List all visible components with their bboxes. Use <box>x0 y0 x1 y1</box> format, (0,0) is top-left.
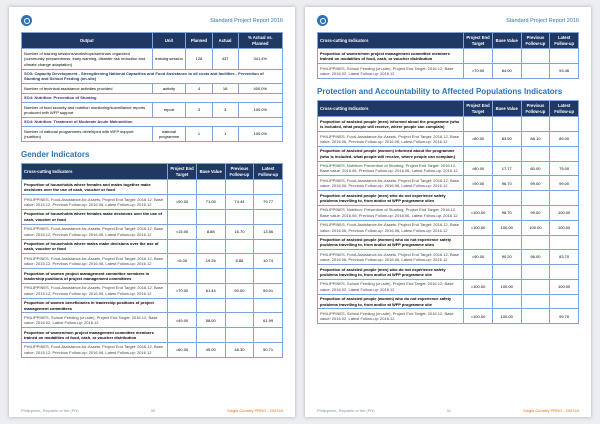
indicator-detail-cell: PHILIPPINES, Food-Assistance-for-Assets, Project End Target: 2016.12, Base value: 2015.12, Previous Follow-up: 2016.06, Latest Follow-up: 2016.12 <box>22 342 168 357</box>
previous-followup-cell: 74.44 <box>225 195 254 210</box>
column-header: Latest Follow-up <box>254 164 283 180</box>
previous-followup-cell: 96.00 <box>521 250 550 265</box>
previous-followup-cell <box>521 279 550 294</box>
previous-followup-cell <box>225 313 254 328</box>
table-row <box>22 342 283 357</box>
previous-followup-cell <box>521 309 550 324</box>
section-row-label: SO4: Nutrition: Prevention of Stunting <box>22 93 283 102</box>
planned-cell: 128 <box>186 49 212 69</box>
unit-cell: national programme <box>152 127 186 142</box>
indicator-detail-cell: PHILIPPINES, Food-Assistance-for-Assets, Project End Target: 2016.12, Base value: 2016.06, Previous Follow-up: 2016.06, Latest Follow-up: 2016.12 <box>318 132 464 147</box>
table-row <box>22 269 283 284</box>
latest-followup-cell: 100.00 <box>550 220 579 235</box>
empty-value-cell <box>464 117 493 132</box>
indicator-name-cell: Proportion of households where females and males together make decisions over the use of cash, voucher or food <box>22 180 168 195</box>
latest-followup-cell: 99.70 <box>550 309 579 324</box>
indicator-name-cell: Proportion of households where males make decisions over the use of cash, voucher or food <box>22 239 168 254</box>
empty-value-cell <box>196 298 225 313</box>
planned-cell: 1 <box>186 127 212 142</box>
indicator-detail-cell: PHILIPPINES, Food-Assistance-for-Assets, Project End Target: 2016.12, Base value: 2016.06, Previous Follow-up: 2016.06, Latest Follow-up: 2016.12 <box>318 250 464 265</box>
latest-followup-cell: 83.70 <box>550 250 579 265</box>
empty-value-cell <box>492 117 521 132</box>
report-page-left <box>9 7 295 417</box>
target-cell: =90.00 <box>168 195 197 210</box>
output-cell: Number of national programmes developed with WFP support (nutrition) <box>22 127 153 142</box>
table-row <box>22 117 283 126</box>
empty-value-cell <box>225 209 254 224</box>
unit-cell: activity <box>152 84 186 93</box>
protection-indicators-heading: Protection and Accountability to Affected Populations Indicators <box>317 86 563 96</box>
empty-value-cell <box>550 294 579 309</box>
table-row <box>22 69 283 84</box>
indicator-name-cell: Proportion of assisted people (men) informed about the programme (who is included, what people will receive, where people can complain) <box>318 117 464 132</box>
empty-value-cell <box>196 269 225 284</box>
actual-cell: 16 <box>212 84 238 93</box>
page-footer <box>317 408 579 413</box>
actual-cell: 437 <box>212 49 238 69</box>
table-row <box>22 283 283 298</box>
empty-value-cell <box>464 146 493 161</box>
output-cell: Number of food security and nutrition monitoring/surveillance reports produced with WFP support <box>22 103 153 118</box>
empty-value-cell <box>521 117 550 132</box>
empty-value-cell <box>521 294 550 309</box>
latest-followup-cell: 100.00 <box>550 279 579 294</box>
table-row <box>318 309 579 324</box>
target-cell: =90.00 <box>464 176 493 191</box>
target-cell: =80.00 <box>464 132 493 147</box>
footer-project: Single Country PRRO - 200743 <box>523 408 579 413</box>
target-cell: =100.00 <box>464 220 493 235</box>
empty-value-cell <box>550 146 579 161</box>
page-header <box>21 15 283 26</box>
base-value-cell: 58.00 <box>196 313 225 328</box>
latest-followup-cell: 50.71 <box>254 342 283 357</box>
indicator-name-cell: Proportion of assisted people (women) who do not experience safety problems travelling to, from and/or at WFP programme site <box>318 294 464 309</box>
column-header: Cross-cutting Indicators <box>318 33 464 49</box>
table-row <box>22 84 283 93</box>
indicator-detail-cell: PHILIPPINES, Food-Assistance-for-Assets, Project End Target: 2016.12, Base value: 2015.12, Previous Follow-up: 2016.06, Latest Follow-up: 2016.12 <box>22 283 168 298</box>
empty-value-cell <box>168 328 197 343</box>
empty-value-cell <box>225 239 254 254</box>
latest-followup-cell: 93.46 <box>550 64 579 79</box>
latest-followup-cell: 10.74 <box>254 254 283 269</box>
unit-cell: training session <box>152 49 186 69</box>
target-cell: =100.00 <box>464 205 493 220</box>
base-value-cell: 45.00 <box>196 342 225 357</box>
table-row <box>318 279 579 294</box>
header-row <box>22 33 283 49</box>
header-row <box>318 100 579 116</box>
target-cell: =15.00 <box>168 224 197 239</box>
column-header: Cross-cutting Indicators <box>22 164 168 180</box>
target-cell: =60.00 <box>168 342 197 357</box>
empty-value-cell <box>521 49 550 64</box>
report-page-right <box>305 7 591 417</box>
output-cell: Number of technical assistance activities provided <box>22 84 153 93</box>
table-row <box>22 313 283 328</box>
table-row <box>22 127 283 142</box>
empty-value-cell <box>168 298 197 313</box>
base-value-cell: 71.05 <box>196 195 225 210</box>
table-row <box>318 49 579 64</box>
indicator-name-cell: Proportion of assisted people (women) who do not experience safety problems travelling to, from and/or at WFP programme sites <box>318 235 464 250</box>
indicator-detail-cell: PHILIPPINES, Food-Assistance-for-Assets, Project End Target: 2016.12, Base value: 2015.12, Previous Follow-up: 2016.06, Latest Follow-up: 2016.12 <box>22 254 168 269</box>
report-title: Standard Project Report 2016 <box>210 17 283 24</box>
latest-followup-cell: 100.00 <box>550 205 579 220</box>
table-row <box>318 294 579 309</box>
empty-value-cell <box>254 328 283 343</box>
empty-value-cell <box>225 269 254 284</box>
empty-value-cell <box>492 146 521 161</box>
previous-followup-cell: 80.00 <box>521 161 550 176</box>
base-value-cell: 98.70 <box>492 205 521 220</box>
table-row <box>318 250 579 265</box>
column-header: Project End Target <box>168 164 197 180</box>
previous-followup-cell: 16.70 <box>225 224 254 239</box>
indicator-name-cell: Proportion of assisted people (men) who do not experience safety problems travelling to, from and/or at WFP programme sites <box>318 191 464 206</box>
empty-value-cell <box>254 180 283 195</box>
empty-value-cell <box>168 239 197 254</box>
empty-value-cell <box>550 235 579 250</box>
column-header: Previous Follow-up <box>225 164 254 180</box>
empty-value-cell <box>168 180 197 195</box>
indicator-name-cell: Proportion of households where females make decisions over the use of cash, voucher or food <box>22 209 168 224</box>
column-header: Cross-cutting Indicators <box>318 100 464 116</box>
empty-value-cell <box>464 294 493 309</box>
empty-value-cell <box>464 49 493 64</box>
percent-cell: 100.0% <box>238 127 282 142</box>
table-row <box>318 161 579 176</box>
empty-value-cell <box>492 294 521 309</box>
latest-followup-cell: 79.77 <box>254 195 283 210</box>
base-value-cell: 100.00 <box>492 309 521 324</box>
previous-followup-cell: 99.00 <box>521 205 550 220</box>
target-cell: =100.00 <box>464 309 493 324</box>
empty-value-cell <box>225 328 254 343</box>
table-row <box>22 49 283 69</box>
empty-value-cell <box>492 49 521 64</box>
outputs-table <box>21 32 283 142</box>
section-row-label: SO3: Capacity Development - Strengthening National Capacities and Food Assistance to all costs and facilities - Prevention of Stunting and School Feeding (on-site) <box>22 69 283 84</box>
empty-value-cell <box>254 298 283 313</box>
empty-value-cell <box>464 265 493 280</box>
empty-value-cell <box>254 209 283 224</box>
page-header <box>317 15 579 26</box>
planned-cell: 3 <box>186 103 212 118</box>
empty-value-cell <box>168 269 197 284</box>
base-value-cell: 90.20 <box>492 250 521 265</box>
output-cell: Number of training sessions/workshops/seminars organized (community preparedness, early warning, disaster risk reduction and climate change adaptation) <box>22 49 153 69</box>
empty-value-cell <box>550 117 579 132</box>
indicator-detail-cell: PHILIPPINES, Food-Assistance-for-Assets, Project End Target: 2016.12, Base value: 2015.12, Previous Follow-up: 2016.06, Latest Follow-up: 2016.12 <box>22 224 168 239</box>
latest-followup-cell: 99.00 <box>550 176 579 191</box>
target-cell: =100.00 <box>464 279 493 294</box>
footer-project: Single Country PRRO - 200743 <box>227 408 283 413</box>
target-cell: =49.00 <box>168 313 197 328</box>
target-cell: =90.00 <box>464 250 493 265</box>
empty-value-cell <box>254 239 283 254</box>
table-row <box>318 176 579 191</box>
latest-followup-cell: 75.00 <box>550 161 579 176</box>
table-row <box>318 191 579 206</box>
table-row <box>318 205 579 220</box>
indicator-detail-cell: PHILIPPINES, Nutrition: Prevention of Stunting, Project End Target: 2016.12, Base value: 2016.06, Previous Follow-up: 2016.06, Latest Follow-up: 2016.12 <box>318 161 464 176</box>
empty-value-cell <box>168 209 197 224</box>
table-row <box>318 117 579 132</box>
table-row <box>22 224 283 239</box>
page-footer <box>21 408 283 413</box>
column-header: Previous Follow-up <box>521 33 550 49</box>
empty-value-cell <box>196 180 225 195</box>
indicator-detail-cell: PHILIPPINES, School Feeding (on-site), Project End Target: 2016.12, Base value: 2016.02, Latest Follow-up: 2016.12 <box>22 313 168 328</box>
table-row <box>22 209 283 224</box>
table-row <box>22 328 283 343</box>
footer-page-number: 31 <box>446 408 452 413</box>
empty-value-cell <box>225 180 254 195</box>
base-value-cell: 61.44 <box>196 283 225 298</box>
footer-page-number: 30 <box>150 408 156 413</box>
indicator-detail-cell: PHILIPPINES, Food-Assistance-for-Assets, Project End Target: 2016.12, Base value: 2015.12, Previous Follow-up: 2016.06, Latest Follow-up: 2016.12 <box>22 195 168 210</box>
indicator-name-cell: Proportion of assisted people (men) who do not experience safety problems travelling to, from and/or at WFP programme site <box>318 265 464 280</box>
empty-value-cell <box>492 191 521 206</box>
table-row <box>22 239 283 254</box>
previous-followup-cell: 99.00 <box>521 176 550 191</box>
empty-value-cell <box>521 265 550 280</box>
target-cell: =70.00 <box>168 283 197 298</box>
column-header: Unit <box>152 33 186 49</box>
gender-indicators-table <box>21 163 283 358</box>
previous-followup-cell: 8.86 <box>225 254 254 269</box>
base-value-cell: 19.26 <box>196 254 225 269</box>
empty-value-cell <box>521 146 550 161</box>
latest-followup-cell: 59.01 <box>254 283 283 298</box>
table-row <box>22 93 283 102</box>
latest-followup-cell: 89.00 <box>550 132 579 147</box>
empty-value-cell <box>492 235 521 250</box>
base-value-cell: 84.00 <box>492 64 521 79</box>
previous-followup-cell: 48.30 <box>225 342 254 357</box>
column-header: Planned <box>186 33 212 49</box>
indicator-name-cell: Proportion of assisted people (women) informed about the programme (who is included, what people will receive, where people can complain) <box>318 146 464 161</box>
empty-value-cell <box>254 269 283 284</box>
target-cell: =5.00 <box>168 254 197 269</box>
table-row <box>22 298 283 313</box>
percent-cell: 341.4% <box>238 49 282 69</box>
latest-followup-cell: 61.99 <box>254 313 283 328</box>
wfp-logo-icon <box>21 15 32 26</box>
column-header: Base Value <box>492 33 521 49</box>
table-row <box>318 132 579 147</box>
indicator-detail-cell: PHILIPPINES, Food-Assistance-for-Assets, Project End Target: 2016.12, Base value: 2016.06, Previous Follow-up: 2016.06, Latest Follow-up: 2016.12 <box>318 220 464 235</box>
table-row <box>318 235 579 250</box>
empty-value-cell <box>550 49 579 64</box>
report-title: Standard Project Report 2016 <box>506 17 579 24</box>
column-header: Actual <box>212 33 238 49</box>
table-row <box>318 146 579 161</box>
column-header: Project End Target <box>464 33 493 49</box>
table-row <box>318 64 579 79</box>
empty-value-cell <box>196 239 225 254</box>
percent-cell: 400.0% <box>238 84 282 93</box>
empty-value-cell <box>196 209 225 224</box>
column-header: Project End Target <box>464 100 493 116</box>
column-header: Previous Follow-up <box>521 100 550 116</box>
empty-value-cell <box>464 191 493 206</box>
latest-followup-cell: 13.56 <box>254 224 283 239</box>
planned-cell: 4 <box>186 84 212 93</box>
indicator-detail-cell: PHILIPPINES, Nutrition: Prevention of Stunting, Project End Target: 2016.12, Base value: 2016.06, Previous Follow-up: 2016.06, Latest Follow-up: 2016.12 <box>318 205 464 220</box>
crosscutting-carryover-table <box>317 32 579 79</box>
empty-value-cell <box>521 235 550 250</box>
column-header: Base Value <box>492 100 521 116</box>
indicator-name-cell: Proportion of women beneficiaries in leadership positions of project management committees <box>22 298 168 313</box>
footer-country: Philippines, Republic of the (PH) <box>317 408 375 413</box>
gender-indicators-heading: Gender Indicators <box>21 150 90 160</box>
footer-country: Philippines, Republic of the (PH) <box>21 408 79 413</box>
header-row <box>318 33 579 49</box>
indicator-name-cell: Proportion of women/men project management committee members trained on modalities of food, cash, or voucher distribution <box>22 328 168 343</box>
base-value-cell: 100.00 <box>492 279 521 294</box>
column-header: % Actual vs. Planned <box>238 33 282 49</box>
previous-followup-cell: 50.00 <box>225 283 254 298</box>
base-value-cell: 17.77 <box>492 161 521 176</box>
protection-indicators-table <box>317 100 579 324</box>
empty-value-cell <box>550 265 579 280</box>
target-cell: =70.00 <box>464 64 493 79</box>
empty-value-cell <box>464 235 493 250</box>
section-row-label: SO4: Nutrition: Treatment of Moderate Acute Malnutrition <box>22 117 283 126</box>
header-row <box>22 164 283 180</box>
table-row <box>22 254 283 269</box>
empty-value-cell <box>225 298 254 313</box>
previous-followup-cell: 100.00 <box>521 220 550 235</box>
empty-value-cell <box>550 191 579 206</box>
table-row <box>22 103 283 118</box>
table-row <box>22 180 283 195</box>
percent-cell: 100.0% <box>238 103 282 118</box>
column-header: Latest Follow-up <box>550 33 579 49</box>
indicator-detail-cell: PHILIPPINES, School Feeding (on-site), Project End Target: 2016.12, Base value: 2016.02, Latest Follow-up: 2016.12 <box>318 64 464 79</box>
base-value-cell: 96.70 <box>492 176 521 191</box>
empty-value-cell <box>521 191 550 206</box>
base-value-cell: 8.88 <box>196 224 225 239</box>
base-value-cell: 100.00 <box>492 220 521 235</box>
wfp-logo-icon <box>317 15 328 26</box>
unit-cell: report <box>152 103 186 118</box>
indicator-name-cell: Proportion of women/men project management committee members trained on modalities of food, cash, or voucher distribution <box>318 49 464 64</box>
target-cell: =80.00 <box>464 161 493 176</box>
previous-followup-cell <box>521 64 550 79</box>
table-row <box>318 220 579 235</box>
empty-value-cell <box>196 328 225 343</box>
column-header: Latest Follow-up <box>550 100 579 116</box>
base-value-cell: 83.50 <box>492 132 521 147</box>
indicator-detail-cell: PHILIPPINES, School Feeding (on-site), Project End Target: 2016.12, Base value: 2016.02, Latest Follow-up: 2016.12 <box>318 309 464 324</box>
empty-value-cell <box>492 265 521 280</box>
actual-cell: 3 <box>212 103 238 118</box>
previous-followup-cell: 88.10 <box>521 132 550 147</box>
indicator-detail-cell: PHILIPPINES, School Feeding (on-site), Project End Target: 2016.12, Base value: 2016.02, Latest Follow-up: 2016.12 <box>318 279 464 294</box>
table-row <box>318 265 579 280</box>
column-header: Base Value <box>196 164 225 180</box>
table-row <box>22 195 283 210</box>
actual-cell: 1 <box>212 127 238 142</box>
indicator-name-cell: Proportion of women project management committee members in leadership positions of project management committees <box>22 269 168 284</box>
column-header: Output <box>22 33 153 49</box>
indicator-detail-cell: PHILIPPINES, Food-Assistance-for-Assets, Project End Target: 2016.12, Base value: 2016.06, Previous Follow-up: 2016.06, Latest Follow-up: 2016.12 <box>318 176 464 191</box>
